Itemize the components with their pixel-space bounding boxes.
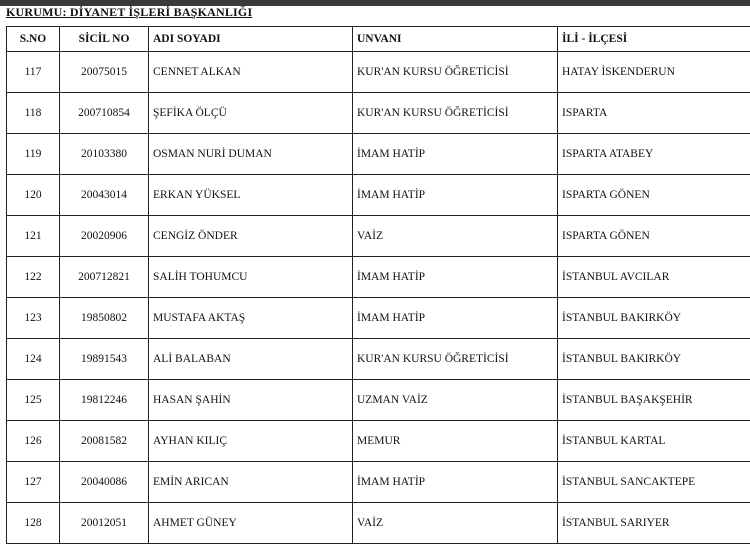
- cell-sno: 127: [7, 462, 60, 503]
- cell-name: ALİ BALABAN: [149, 339, 353, 380]
- cell-location: HATAY İSKENDERUN: [558, 52, 750, 93]
- cell-title: KUR'AN KURSU ÖĞRETİCİSİ: [353, 52, 558, 93]
- header-sno: S.NO: [7, 27, 60, 52]
- cell-sno: 118: [7, 93, 60, 134]
- cell-sno: 117: [7, 52, 60, 93]
- cell-sicil-no: 200710854: [60, 93, 149, 134]
- cell-title: KUR'AN KURSU ÖĞRETİCİSİ: [353, 93, 558, 134]
- table-row: [7, 175, 750, 216]
- cell-location: ISPARTA ATABEY: [558, 134, 750, 175]
- cell-title: İMAM HATİP: [353, 134, 558, 175]
- cell-sno: 126: [7, 421, 60, 462]
- cell-sno: 128: [7, 503, 60, 544]
- table-body: [7, 52, 750, 544]
- cell-name: ŞEFİKA ÖLÇÜ: [149, 93, 353, 134]
- table-row: [7, 421, 750, 462]
- cell-sno: 123: [7, 298, 60, 339]
- cell-sicil-no: 20020906: [60, 216, 149, 257]
- cell-name: AYHAN KILIÇ: [149, 421, 353, 462]
- cell-title: İMAM HATİP: [353, 298, 558, 339]
- table-header-row: [7, 27, 750, 52]
- institution-title: KURUMU: DİYANET İŞLERİ BAŞKANLIĞI: [6, 5, 252, 20]
- table-row: [7, 93, 750, 134]
- table-row: [7, 257, 750, 298]
- cell-sicil-no: 19891543: [60, 339, 149, 380]
- cell-title: MEMUR: [353, 421, 558, 462]
- cell-sicil-no: 20043014: [60, 175, 149, 216]
- header-name: ADI SOYADI: [149, 27, 353, 52]
- cell-sicil-no: 20012051: [60, 503, 149, 544]
- personnel-table: [6, 26, 750, 544]
- cell-sno: 121: [7, 216, 60, 257]
- table-row: [7, 298, 750, 339]
- cell-title: İMAM HATİP: [353, 175, 558, 216]
- cell-sno: 119: [7, 134, 60, 175]
- cell-location: ISPARTA GÖNEN: [558, 216, 750, 257]
- cell-sicil-no: 20103380: [60, 134, 149, 175]
- cell-sicil-no: 19812246: [60, 380, 149, 421]
- cell-name: SALİH TOHUMCU: [149, 257, 353, 298]
- table-row: [7, 52, 750, 93]
- table-row: [7, 134, 750, 175]
- cell-location: İSTANBUL SARIYER: [558, 503, 750, 544]
- table-row: [7, 216, 750, 257]
- cell-location: İSTANBUL BAKIRKÖY: [558, 298, 750, 339]
- cell-location: İSTANBUL BAŞAKŞEHİR: [558, 380, 750, 421]
- cell-title: UZMAN VAİZ: [353, 380, 558, 421]
- cell-name: AHMET GÜNEY: [149, 503, 353, 544]
- table-row: [7, 380, 750, 421]
- cell-name: CENNET ALKAN: [149, 52, 353, 93]
- cell-location: İSTANBUL SANCAKTEPE: [558, 462, 750, 503]
- cell-sno: 120: [7, 175, 60, 216]
- cell-sno: 124: [7, 339, 60, 380]
- header-location: İLİ - İLÇESİ: [558, 27, 750, 52]
- cell-location: ISPARTA: [558, 93, 750, 134]
- cell-title: VAİZ: [353, 216, 558, 257]
- cell-location: İSTANBUL BAKIRKÖY: [558, 339, 750, 380]
- cell-name: MUSTAFA AKTAŞ: [149, 298, 353, 339]
- cell-title: İMAM HATİP: [353, 462, 558, 503]
- cell-location: İSTANBUL AVCILAR: [558, 257, 750, 298]
- cell-sicil-no: 200712821: [60, 257, 149, 298]
- cell-name: EMİN ARICAN: [149, 462, 353, 503]
- cell-location: ISPARTA GÖNEN: [558, 175, 750, 216]
- cell-title: KUR'AN KURSU ÖĞRETİCİSİ: [353, 339, 558, 380]
- cell-sno: 122: [7, 257, 60, 298]
- cell-location: İSTANBUL KARTAL: [558, 421, 750, 462]
- cell-name: OSMAN NURİ DUMAN: [149, 134, 353, 175]
- cell-name: CENGİZ ÖNDER: [149, 216, 353, 257]
- cell-sicil-no: 20040086: [60, 462, 149, 503]
- table-row: [7, 462, 750, 503]
- cell-sicil-no: 20081582: [60, 421, 149, 462]
- cell-title: İMAM HATİP: [353, 257, 558, 298]
- cell-sicil-no: 20075015: [60, 52, 149, 93]
- table-row: [7, 339, 750, 380]
- header-sicil-no: SİCİL NO: [60, 27, 149, 52]
- header-title: UNVANI: [353, 27, 558, 52]
- cell-title: VAİZ: [353, 503, 558, 544]
- cell-sicil-no: 19850802: [60, 298, 149, 339]
- cell-sno: 125: [7, 380, 60, 421]
- table-row: [7, 503, 750, 544]
- cell-name: ERKAN YÜKSEL: [149, 175, 353, 216]
- cell-name: HASAN ŞAHİN: [149, 380, 353, 421]
